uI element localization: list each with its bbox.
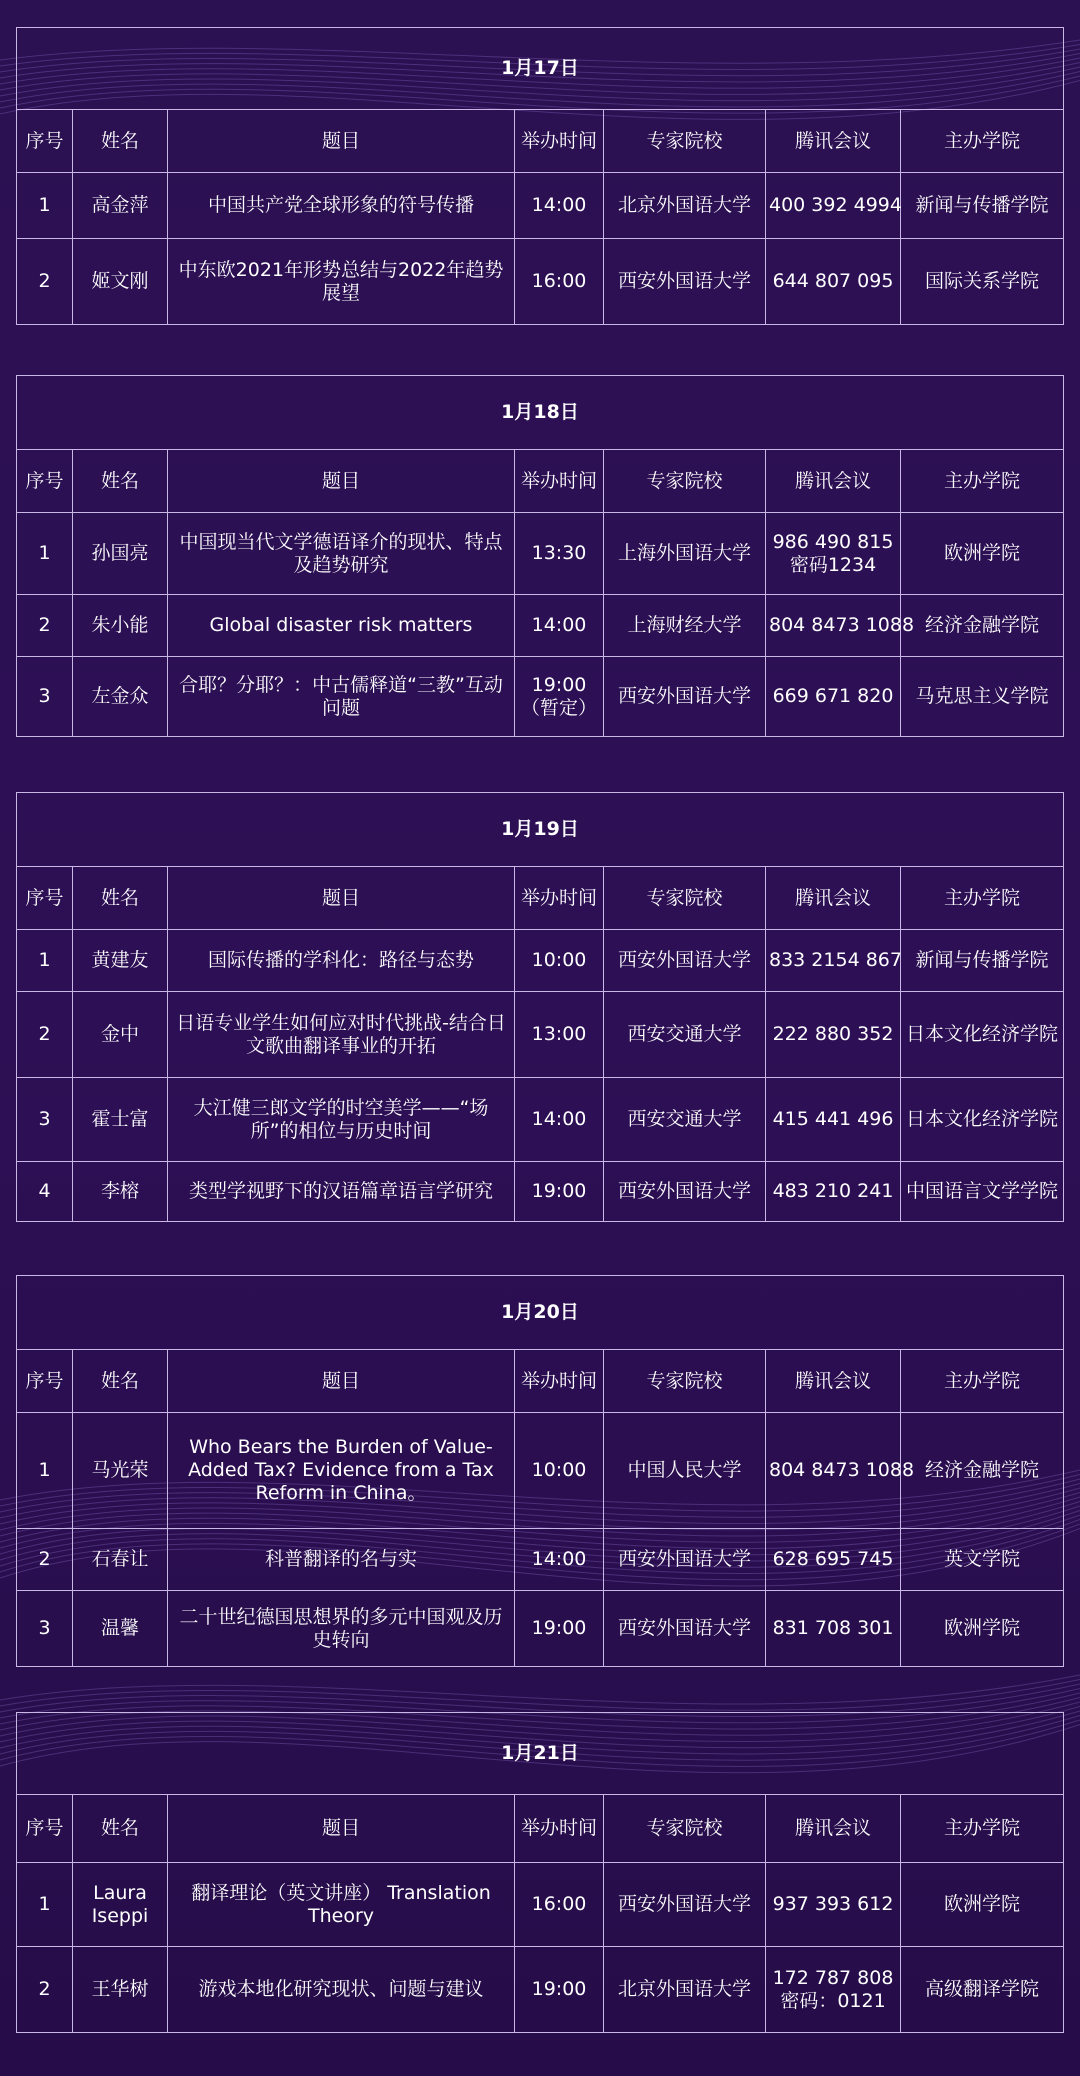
cell-no: 2 <box>17 239 73 325</box>
table-row <box>17 513 1064 595</box>
table-row <box>17 239 1064 325</box>
header-row <box>17 1350 1064 1413</box>
cell-title: 大江健三郎文学的时空美学——“场所”的相位与历史时间 <box>168 1078 515 1162</box>
header-university: 专家院校 <box>604 867 766 930</box>
cell-university: 西安外国语大学 <box>604 1591 766 1667</box>
table-row <box>17 1591 1064 1667</box>
schedule-table-day-4 <box>16 1275 1064 1667</box>
cell-time-line: （暂定） <box>520 696 597 719</box>
header-time: 举办时间 <box>515 1795 604 1863</box>
date-heading: 1月21日 <box>17 1713 1064 1795</box>
cell-name: 李榕 <box>73 1162 168 1222</box>
cell-no: 4 <box>17 1162 73 1222</box>
table-row <box>17 1947 1064 2033</box>
cell-university: 西安外国语大学 <box>604 1529 766 1591</box>
table-row <box>17 173 1064 239</box>
header-name: 姓名 <box>73 1350 168 1413</box>
date-row <box>17 793 1064 867</box>
cell-name: 温馨 <box>73 1591 168 1667</box>
header-college: 主办学院 <box>901 110 1064 173</box>
header-name: 姓名 <box>73 450 168 513</box>
header-name: 姓名 <box>73 867 168 930</box>
cell-title: 中国共产党全球形象的符号传播 <box>168 173 515 239</box>
cell-no: 1 <box>17 173 73 239</box>
date-heading: 1月20日 <box>17 1276 1064 1350</box>
cell-college: 高级翻译学院 <box>901 1947 1064 2033</box>
cell-name: 孙国亮 <box>73 513 168 595</box>
cell-college: 国际关系学院 <box>901 239 1064 325</box>
cell-college: 中国语言文学学院 <box>901 1162 1064 1222</box>
cell-name: 石春让 <box>73 1529 168 1591</box>
cell-name: 朱小能 <box>73 595 168 657</box>
cell-university: 西安交通大学 <box>604 992 766 1078</box>
header-no: 序号 <box>17 450 73 513</box>
header-meeting: 腾讯会议 <box>766 110 901 173</box>
cell-title: 翻译理论（英文讲座） Translation Theory <box>168 1863 515 1947</box>
cell-time <box>515 657 604 737</box>
cell-time: 16:00 <box>515 239 604 325</box>
header-row <box>17 110 1064 173</box>
cell-university: 西安外国语大学 <box>604 1162 766 1222</box>
cell-college: 马克思主义学院 <box>901 657 1064 737</box>
cell-title: 二十世纪德国思想界的多元中国观及历史转向 <box>168 1591 515 1667</box>
cell-college: 日本文化经济学院 <box>901 992 1064 1078</box>
cell-college: 英文学院 <box>901 1529 1064 1591</box>
header-meeting: 腾讯会议 <box>766 450 901 513</box>
cell-title: 中国现当代文学德语译介的现状、特点及趋势研究 <box>168 513 515 595</box>
cell-meeting-line: 密码：0121 <box>780 1989 886 2012</box>
cell-no: 3 <box>17 1591 73 1667</box>
cell-meeting: 483 210 241 <box>766 1162 901 1222</box>
cell-title: 日语专业学生如何应对时代挑战-结合日文歌曲翻译事业的开拓 <box>168 992 515 1078</box>
header-university: 专家院校 <box>604 1795 766 1863</box>
table-row <box>17 1413 1064 1529</box>
date-row <box>17 1276 1064 1350</box>
header-title: 题目 <box>168 110 515 173</box>
cell-university: 北京外国语大学 <box>604 173 766 239</box>
schedule-table-day-5 <box>16 1712 1064 2033</box>
header-time: 举办时间 <box>515 1350 604 1413</box>
cell-title: Global disaster risk matters <box>168 595 515 657</box>
cell-college: 经济金融学院 <box>901 1413 1064 1529</box>
cell-no: 1 <box>17 930 73 992</box>
header-meeting: 腾讯会议 <box>766 1350 901 1413</box>
cell-meeting-line: 密码1234 <box>789 553 877 576</box>
cell-meeting <box>766 513 901 595</box>
header-university: 专家院校 <box>604 1350 766 1413</box>
cell-no: 1 <box>17 1863 73 1947</box>
header-time: 举办时间 <box>515 110 604 173</box>
header-meeting: 腾讯会议 <box>766 867 901 930</box>
cell-time: 10:00 <box>515 930 604 992</box>
table-row <box>17 930 1064 992</box>
cell-name: Laura Iseppi <box>73 1863 168 1947</box>
cell-college: 新闻与传播学院 <box>901 930 1064 992</box>
cell-university: 北京外国语大学 <box>604 1947 766 2033</box>
header-title: 题目 <box>168 1795 515 1863</box>
cell-time: 14:00 <box>515 595 604 657</box>
header-university: 专家院校 <box>604 110 766 173</box>
date-heading: 1月19日 <box>17 793 1064 867</box>
header-college: 主办学院 <box>901 1795 1064 1863</box>
cell-university: 西安外国语大学 <box>604 239 766 325</box>
header-row <box>17 867 1064 930</box>
cell-title: 国际传播的学科化：路径与态势 <box>168 930 515 992</box>
cell-meeting: 831 708 301 <box>766 1591 901 1667</box>
cell-name: 姬文刚 <box>73 239 168 325</box>
date-row <box>17 376 1064 450</box>
schedule-table-day-3 <box>16 792 1064 1222</box>
cell-time: 14:00 <box>515 173 604 239</box>
cell-university: 西安外国语大学 <box>604 657 766 737</box>
header-meeting: 腾讯会议 <box>766 1795 901 1863</box>
schedule-table-day-2 <box>16 375 1064 737</box>
cell-time: 16:00 <box>515 1863 604 1947</box>
header-title: 题目 <box>168 1350 515 1413</box>
cell-no: 2 <box>17 992 73 1078</box>
header-no: 序号 <box>17 1350 73 1413</box>
date-heading: 1月17日 <box>17 28 1064 110</box>
table-row <box>17 657 1064 737</box>
cell-name: 霍士富 <box>73 1078 168 1162</box>
header-name: 姓名 <box>73 110 168 173</box>
date-row <box>17 1713 1064 1795</box>
schedule-table-day-1 <box>16 27 1064 325</box>
cell-university: 中国人民大学 <box>604 1413 766 1529</box>
cell-college: 经济金融学院 <box>901 595 1064 657</box>
table-row <box>17 595 1064 657</box>
cell-university: 上海外国语大学 <box>604 513 766 595</box>
header-title: 题目 <box>168 867 515 930</box>
cell-time: 14:00 <box>515 1529 604 1591</box>
cell-college: 欧洲学院 <box>901 513 1064 595</box>
cell-meeting: 644 807 095 <box>766 239 901 325</box>
cell-name: 左金众 <box>73 657 168 737</box>
header-name: 姓名 <box>73 1795 168 1863</box>
header-row <box>17 1795 1064 1863</box>
cell-university: 西安外国语大学 <box>604 1863 766 1947</box>
cell-title: 类型学视野下的汉语篇章语言学研究 <box>168 1162 515 1222</box>
cell-name: 黄建友 <box>73 930 168 992</box>
header-university: 专家院校 <box>604 450 766 513</box>
cell-no: 2 <box>17 1947 73 2033</box>
cell-college: 日本文化经济学院 <box>901 1078 1064 1162</box>
cell-no: 2 <box>17 595 73 657</box>
cell-meeting: 669 671 820 <box>766 657 901 737</box>
cell-meeting: 628 695 745 <box>766 1529 901 1591</box>
cell-time: 10:00 <box>515 1413 604 1529</box>
table-row <box>17 1863 1064 1947</box>
table-row <box>17 1162 1064 1222</box>
cell-no: 3 <box>17 657 73 737</box>
header-college: 主办学院 <box>901 867 1064 930</box>
header-no: 序号 <box>17 110 73 173</box>
cell-college: 欧洲学院 <box>901 1863 1064 1947</box>
date-row <box>17 28 1064 110</box>
cell-time: 19:00 <box>515 1591 604 1667</box>
cell-name: 金中 <box>73 992 168 1078</box>
header-college: 主办学院 <box>901 450 1064 513</box>
cell-college: 新闻与传播学院 <box>901 173 1064 239</box>
cell-university: 西安交通大学 <box>604 1078 766 1162</box>
header-college: 主办学院 <box>901 1350 1064 1413</box>
cell-title: 游戏本地化研究现状、问题与建议 <box>168 1947 515 2033</box>
table-row <box>17 1529 1064 1591</box>
header-time: 举办时间 <box>515 867 604 930</box>
table-row <box>17 992 1064 1078</box>
header-row <box>17 450 1064 513</box>
cell-time-line: 19:00 <box>531 673 587 696</box>
cell-time: 19:00 <box>515 1947 604 2033</box>
header-title: 题目 <box>168 450 515 513</box>
cell-university: 上海财经大学 <box>604 595 766 657</box>
cell-time: 13:00 <box>515 992 604 1078</box>
cell-meeting-line: 986 490 815 <box>772 530 894 553</box>
cell-no: 1 <box>17 513 73 595</box>
cell-meeting: 833 2154 867 <box>766 930 901 992</box>
cell-meeting: 937 393 612 <box>766 1863 901 1947</box>
cell-time: 19:00 <box>515 1162 604 1222</box>
cell-meeting: 222 880 352 <box>766 992 901 1078</box>
cell-meeting: 415 441 496 <box>766 1078 901 1162</box>
cell-time: 14:00 <box>515 1078 604 1162</box>
cell-college: 欧洲学院 <box>901 1591 1064 1667</box>
cell-no: 3 <box>17 1078 73 1162</box>
cell-meeting: 804 8473 1088 <box>766 1413 901 1529</box>
cell-no: 1 <box>17 1413 73 1529</box>
cell-title: 合耶？分耶？：中古儒释道“三教”互动问题 <box>168 657 515 737</box>
cell-name: 王华树 <box>73 1947 168 2033</box>
header-no: 序号 <box>17 1795 73 1863</box>
cell-title: Who Bears the Burden of Value-Added Tax? Evidence from a Tax Reform in China。 <box>168 1413 515 1529</box>
header-no: 序号 <box>17 867 73 930</box>
header-time: 举办时间 <box>515 450 604 513</box>
cell-university: 西安外国语大学 <box>604 930 766 992</box>
cell-meeting: 400 392 4994 <box>766 173 901 239</box>
cell-meeting-line: 172 787 808 <box>772 1966 894 1989</box>
cell-name: 高金萍 <box>73 173 168 239</box>
cell-title: 中东欧2021年形势总结与2022年趋势展望 <box>168 239 515 325</box>
cell-meeting <box>766 1947 901 2033</box>
cell-title: 科普翻译的名与实 <box>168 1529 515 1591</box>
cell-meeting: 804 8473 1088 <box>766 595 901 657</box>
table-row <box>17 1078 1064 1162</box>
cell-no: 2 <box>17 1529 73 1591</box>
cell-name: 马光荣 <box>73 1413 168 1529</box>
date-heading: 1月18日 <box>17 376 1064 450</box>
cell-time: 13:30 <box>515 513 604 595</box>
